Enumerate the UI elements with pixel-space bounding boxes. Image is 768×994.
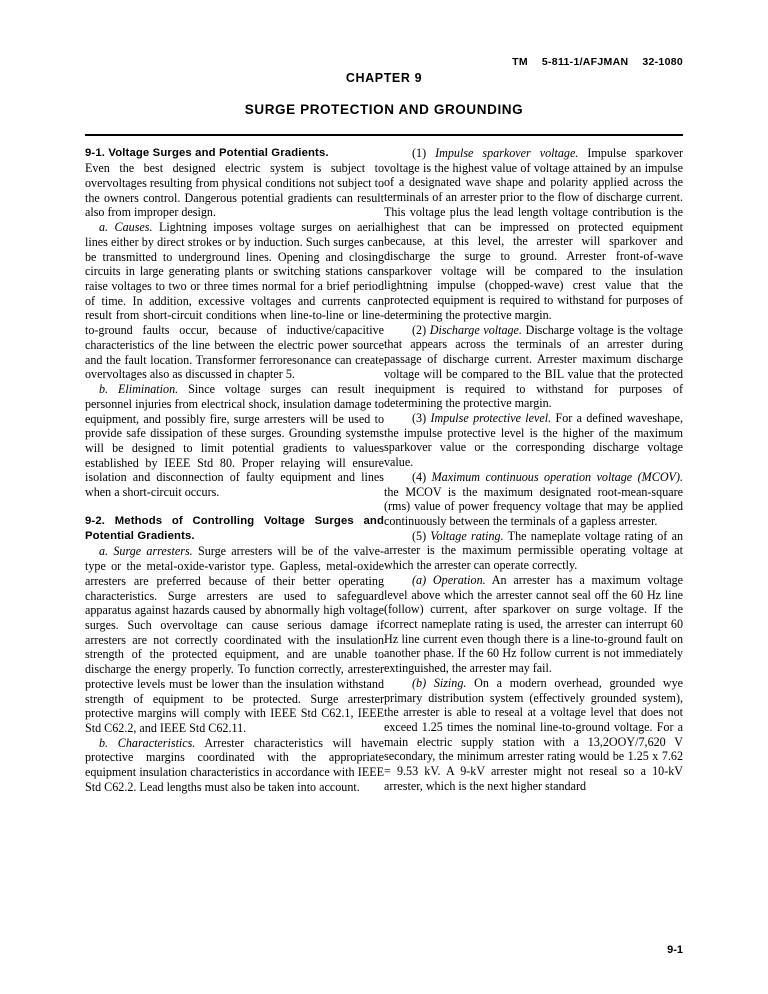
list-item-a-text: An arrester has a maximum voltage level above which the arrester cannot seal off the 60 Hz line (follow) current, after sparkover on surge voltage. If the correct nameplate rating is used, the arrester can interrupt 60 Hz line current even though there is a line-to-ground fault on another phase. If the 60 Hz follow current is not immediately extinguished, the arrester may fail.: [384, 572, 683, 676]
running-head-doc-type: TM: [512, 56, 528, 68]
list-item-5: [384, 529, 683, 573]
list-item-4-text: the MCOV is the maximum designated root-mean-square (rms) value of power frequency voltage that may be applied continuously between the terminals of a gapless arrester.: [384, 484, 683, 528]
list-item-a-label: (a) Operation.: [412, 572, 486, 587]
running-head-doc-number: 5-811-1/AFJMAN: [541, 56, 629, 68]
list-item-5-label: Voltage rating.: [430, 528, 504, 543]
list-item-1-label: Impulse sparkover voltage.: [435, 146, 579, 160]
paragraph-9-1-a-label: a. Causes.: [99, 220, 153, 235]
running-head-doc-suffix: 32-1080: [642, 56, 683, 68]
chapter-number: CHAPTER 9: [345, 71, 423, 85]
section-heading-9-2: 9-2. Methods of Controlling Voltage Surges and Potential Gradients.: [85, 514, 384, 543]
list-item-3-number: (3): [412, 410, 427, 425]
list-item-1: [384, 146, 683, 323]
list-item-a: [384, 573, 683, 676]
header-divider: [85, 134, 683, 136]
paragraph-9-2-a-label: a. Surge arresters.: [99, 544, 193, 559]
list-item-4-label: Maximum continuous operation voltage (MCOV).: [431, 469, 683, 484]
paragraph-9-1-a-text: Lightning imposes voltage surges on aerial lines either by direct strokes or by induction. Such surges can be transmitted to underground lines. Opening and closing circuits in large generating plants or switching stations can raise voltages to two or three times normal for a brief period of time. In addition, excessive voltages and currents can result from short-circuit conditions when line-to-line or line-to-ground faults occur, because of inductive/capacitive characteristics of the line between the electric power source and the fault location. Transformer ferroresonance can create overvoltages also as discussed in chapter 5.: [85, 220, 384, 382]
list-item-5-number: (5): [412, 528, 427, 543]
list-item-1-number: (1): [412, 146, 427, 160]
paragraph-9-2-b: [85, 736, 384, 795]
list-item-4: [384, 470, 683, 529]
list-item-4-number: (4): [412, 469, 427, 484]
list-item-3-text: For a defined waveshape, the impulse protective level is the higher of the maximum sparkover value or the corresponding discharge voltage value.: [384, 410, 683, 470]
section-heading-9-1: 9-1. Voltage Surges and Potential Gradients.: [85, 147, 329, 159]
list-item-3-label: Impulse protective level.: [430, 410, 552, 425]
left-column: [85, 146, 384, 795]
paragraph-9-1-a: [85, 220, 384, 382]
paragraph-9-2-a: [85, 544, 384, 735]
list-item-2-text: Discharge voltage is the voltage that appears across the terminals of an arrester during passage of discharge current. Arrester maximum discharge voltage will be compared to the BIL value that the protected equipment is required to withstand for purposes of determining the protective margin.: [384, 322, 683, 411]
page-number: 9-1: [667, 944, 683, 956]
list-item-1-text: Impulse sparkover voltage is the highest value of voltage attained by an impulse of a designated wave shape and polarity applied across the terminals of an arrester prior to the flow of discharge current. This voltage plus the lead length voltage contribution is the highest that can be impressed on protected equipment because, at this level, the arrester will sparkover and discharge the surge to ground. Arrester front-of-wave sparkover voltage will be compared to the insulation lightning impulse (chopped-wave) crest value that the protected equipment is required to withstand for purposes of determining the protective margin.: [384, 146, 683, 322]
paragraph-9-1-b: [85, 382, 384, 500]
paragraph-9-1-b-text: Since voltage surges can result in personnel injuries from electrical shock, insulation damage to equipment, and possibly fire, surge arresters will be used to provide safe dissipation of these surges. Grounding systems will be designed to limit potential gradients to values established by IEEE Std 80. Proper relaying will ensure isolation and disconnection of faulty equipment and lines when a short-circuit occurs.: [85, 382, 384, 500]
right-column: [384, 146, 683, 794]
list-item-2-number: (2): [412, 322, 427, 337]
list-item-2: [384, 323, 683, 411]
paragraph-intro: [85, 161, 384, 220]
list-item-b-label: (b) Sizing.: [412, 675, 467, 690]
paragraph-9-2-b-label: b. Characteristics.: [99, 735, 196, 750]
paragraph-9-2-a-text: Surge arresters will be of the valve-type or the metal-oxide-varistor type. Gapless, metal-oxide arresters are preferred because of their better operating characteristics. Surge arresters are used to safeguard apparatus against hazards caused by abnormally high voltage surges. Such overvoltage can cause serious damage if arresters are not correctly coordinated with the insulation strength of the protected equipment, and are unable to discharge the energy properly. To function correctly, arrester protective levels must be lower than the insulation withstand strength of equipment to be protected. Surge arrester protective margins will comply with IEEE Std C62.1, IEEE Std C62.2, and IEEE Std C62.11.: [85, 544, 384, 736]
paragraph-intro-text: Even the best designed electric system is subject to overvoltages resulting from physical conditions not subject to the owners control. Dangerous potential gradients can result also from improper design.: [85, 161, 384, 220]
paragraph-9-1-b-label: b. Elimination.: [99, 382, 179, 397]
list-item-2-label: Discharge voltage.: [429, 322, 522, 337]
paragraph-9-2-b-text: Arrester characteristics will have protective margins coordinated with the appropriate equipment insulation characteristics in accordance with IEEE Std C62.2. Lead lengths must also be taken into account.: [85, 735, 384, 794]
chapter-title: SURGE PROTECTION AND GROUNDING: [244, 102, 524, 117]
list-item-b: [384, 676, 683, 794]
list-item-3: [384, 411, 683, 470]
list-item-5-text: The nameplate voltage rating of an arrester is the maximum permissible operating voltage at which the arrester can operate correctly.: [384, 528, 683, 573]
list-item-b-text: On a modern overhead, grounded wye primary distribution system (effectively grounded system), the arrester is able to reseal at a voltage level that does not exceed 1.25 times the nominal line-to-ground voltage. For a main electric supply station with a 13,2OOY/7,620 V secondary, the minimum arrester rating would be 1.25 x 7.62 = 9.53 kV. A 9-kV arrester might not reseal so a 10-kV arrester, which is the next higher standard: [384, 675, 683, 793]
